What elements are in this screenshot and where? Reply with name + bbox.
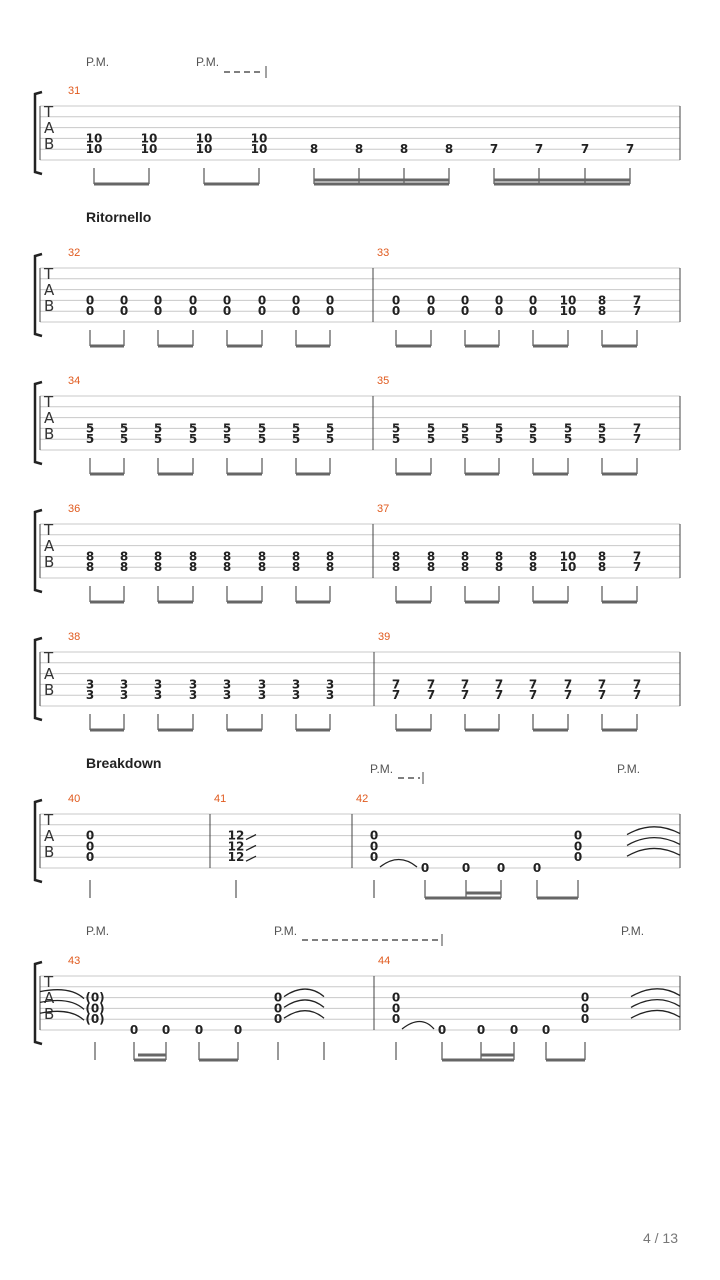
fret-number: 7 xyxy=(597,677,607,692)
fret-number: 8 xyxy=(597,560,607,575)
fret-number: 0 xyxy=(420,861,430,875)
fret-number: 0 xyxy=(85,839,95,854)
fret-number: 5 xyxy=(460,421,470,436)
bar-number: 34 xyxy=(68,375,81,387)
fret-number: 0 xyxy=(273,1001,283,1016)
fret-number: 3 xyxy=(188,677,198,692)
fret-number: 8 xyxy=(325,549,335,564)
fret-number: 8 xyxy=(494,549,504,564)
fret-number: 3 xyxy=(119,688,129,703)
fret-number: 0 xyxy=(391,304,401,319)
fret-number: (0) xyxy=(85,1012,105,1027)
fret-number: 0 xyxy=(528,304,538,319)
fret-number: 8 xyxy=(291,560,301,575)
fret-number: 7 xyxy=(632,293,642,308)
tab-clef-a: A xyxy=(44,827,55,845)
fret-number: 0 xyxy=(119,293,129,308)
fret-number: 10 xyxy=(559,549,577,564)
fret-number: 0 xyxy=(153,304,163,319)
fret-number: 7 xyxy=(460,677,470,692)
fret-number: 10 xyxy=(195,131,213,146)
fret-number: 0 xyxy=(541,1023,551,1037)
fret-number: 10 xyxy=(559,560,577,575)
fret-number: 0 xyxy=(580,990,590,1005)
tab-clef-b: B xyxy=(44,425,55,443)
fret-number: 5 xyxy=(426,421,436,436)
fret-number: 5 xyxy=(257,432,267,447)
fret-number: 5 xyxy=(563,432,573,447)
fret-number: 0 xyxy=(573,828,583,843)
tab-clef-b: B xyxy=(44,297,55,315)
fret-number: 8 xyxy=(597,293,607,308)
fret-number: 7 xyxy=(625,142,635,157)
fret-number: (0) xyxy=(85,990,105,1005)
fret-number: 12 xyxy=(227,839,245,854)
bar-number: 32 xyxy=(68,247,81,259)
fret-number: 0 xyxy=(257,304,267,319)
fret-number: 8 xyxy=(597,304,607,319)
fret-number: 8 xyxy=(257,549,267,564)
fret-number: 3 xyxy=(188,688,198,703)
fret-number: 0 xyxy=(437,1023,447,1037)
fret-number: 8 xyxy=(460,549,470,564)
fret-number: 5 xyxy=(528,421,538,436)
system-bracket xyxy=(35,254,42,336)
tie-arc xyxy=(284,1011,324,1019)
system-bracket xyxy=(35,382,42,464)
fret-number: 10 xyxy=(559,304,577,319)
fret-number: 8 xyxy=(153,549,163,564)
fret-number: 8 xyxy=(119,549,129,564)
fret-number: 5 xyxy=(188,421,198,436)
section-title: Breakdown xyxy=(86,755,162,771)
fret-number: 5 xyxy=(391,421,401,436)
palm-mute-label: P.M. xyxy=(196,55,220,69)
fret-number: 0 xyxy=(85,304,95,319)
fret-number: 0 xyxy=(85,293,95,308)
tab-clef-t: T xyxy=(44,973,54,991)
fret-number: 7 xyxy=(632,677,642,692)
bar-number: 41 xyxy=(214,793,227,805)
fret-number: 12 xyxy=(227,828,245,843)
fret-number: 8 xyxy=(325,560,335,575)
fret-number: 5 xyxy=(119,432,129,447)
fret-number: 5 xyxy=(222,432,232,447)
fret-number: 8 xyxy=(188,549,198,564)
fret-number: 8 xyxy=(257,560,267,575)
fret-number: 0 xyxy=(391,1001,401,1016)
fret-number: 0 xyxy=(129,1023,139,1037)
bar-number: 36 xyxy=(68,503,81,515)
tie-arc xyxy=(284,1000,324,1008)
fret-number: 7 xyxy=(391,677,401,692)
fret-number: 5 xyxy=(188,432,198,447)
system-bracket xyxy=(35,510,42,592)
section-title: Ritornello xyxy=(86,209,152,225)
fret-number: 0 xyxy=(325,304,335,319)
fret-number: 10 xyxy=(140,131,158,146)
fret-number: 5 xyxy=(85,432,95,447)
fret-number: 7 xyxy=(494,688,504,703)
tie-arc xyxy=(627,838,680,846)
fret-number: 0 xyxy=(188,304,198,319)
system-bracket xyxy=(35,962,42,1044)
fret-number: 8 xyxy=(597,549,607,564)
fret-number: 0 xyxy=(273,1012,283,1027)
tie-arc xyxy=(631,989,680,997)
fret-number: 8 xyxy=(494,560,504,575)
tab-clef-a: A xyxy=(44,281,55,299)
fret-number: 0 xyxy=(369,839,379,854)
fret-number: 7 xyxy=(426,677,436,692)
fret-number: 0 xyxy=(580,1001,590,1016)
tab-clef-a: A xyxy=(44,119,55,137)
fret-number: 8 xyxy=(119,560,129,575)
fret-number: 7 xyxy=(632,304,642,319)
fret-number: 7 xyxy=(632,549,642,564)
tab-clef-b: B xyxy=(44,681,55,699)
fret-number: 5 xyxy=(85,421,95,436)
fret-number: 10 xyxy=(250,131,268,146)
fret-number: 5 xyxy=(119,421,129,436)
tab-clef-t: T xyxy=(44,649,54,667)
bar-number: 43 xyxy=(68,955,81,967)
fret-number: 10 xyxy=(140,142,158,157)
fret-number: 12 xyxy=(227,850,245,865)
fret-number: 0 xyxy=(188,293,198,308)
fret-number: 0 xyxy=(528,293,538,308)
fret-number: 5 xyxy=(291,432,301,447)
palm-mute-label: P.M. xyxy=(370,762,394,776)
palm-mute-label: P.M. xyxy=(617,762,641,776)
tie-arc xyxy=(627,848,680,856)
fret-number: 0 xyxy=(325,293,335,308)
fret-number: 0 xyxy=(494,293,504,308)
bar-number: 42 xyxy=(356,793,369,805)
fret-number: 7 xyxy=(494,677,504,692)
fret-number: 0 xyxy=(509,1023,519,1037)
fret-number: 3 xyxy=(153,677,163,692)
fret-number: 7 xyxy=(563,677,573,692)
fret-number: 0 xyxy=(85,828,95,843)
page-number: 4 / 13 xyxy=(642,1230,678,1246)
fret-number: 10 xyxy=(85,142,103,157)
tie-arc xyxy=(402,1022,434,1030)
fret-number: 0 xyxy=(496,861,506,875)
fret-number: 5 xyxy=(494,421,504,436)
fret-number: 8 xyxy=(354,142,364,157)
fret-number: 0 xyxy=(291,304,301,319)
fret-number: 0 xyxy=(580,1012,590,1027)
fret-number: 0 xyxy=(476,1023,486,1037)
fret-number: 7 xyxy=(528,688,538,703)
fret-number: 0 xyxy=(161,1023,171,1037)
system-bracket xyxy=(35,92,42,174)
fret-number: 7 xyxy=(426,688,436,703)
fret-number: 5 xyxy=(426,432,436,447)
tab-clef-t: T xyxy=(44,393,54,411)
tab-clef-t: T xyxy=(44,265,54,283)
tie-arc xyxy=(631,1000,680,1008)
fret-number: 0 xyxy=(153,293,163,308)
fret-number: 7 xyxy=(563,688,573,703)
fret-number: 7 xyxy=(632,421,642,436)
fret-number: 7 xyxy=(391,688,401,703)
fret-number: 10 xyxy=(195,142,213,157)
tab-clef-t: T xyxy=(44,521,54,539)
fret-number: 10 xyxy=(559,293,577,308)
palm-mute-label: P.M. xyxy=(274,924,298,938)
fret-number: 0 xyxy=(369,850,379,865)
tab-clef-b: B xyxy=(44,553,55,571)
fret-number: 3 xyxy=(325,688,335,703)
fret-number: 0 xyxy=(222,293,232,308)
fret-number: 0 xyxy=(85,850,95,865)
fret-number: 7 xyxy=(632,688,642,703)
tab-clef-b: B xyxy=(44,843,55,861)
fret-number: 0 xyxy=(291,293,301,308)
fret-number: 3 xyxy=(85,677,95,692)
fret-number: 5 xyxy=(153,421,163,436)
fret-number: 7 xyxy=(580,142,590,157)
fret-number: 8 xyxy=(309,142,319,157)
bar-number: 38 xyxy=(68,631,81,643)
fret-number: 8 xyxy=(222,560,232,575)
bar-number: 40 xyxy=(68,793,81,805)
fret-number: 0 xyxy=(233,1023,243,1037)
palm-mute-label: P.M. xyxy=(621,924,645,938)
fret-number: (0) xyxy=(85,1001,105,1016)
fret-number: 0 xyxy=(426,304,436,319)
fret-number: 7 xyxy=(528,677,538,692)
tab-clef-a: A xyxy=(44,665,55,683)
fret-number: 3 xyxy=(257,677,267,692)
fret-number: 7 xyxy=(534,142,544,157)
fret-number: 3 xyxy=(222,688,232,703)
fret-number: 8 xyxy=(391,560,401,575)
system-bracket xyxy=(35,638,42,720)
fret-number: 0 xyxy=(119,304,129,319)
fret-number: 5 xyxy=(291,421,301,436)
fret-number: 0 xyxy=(426,293,436,308)
fret-number: 8 xyxy=(85,560,95,575)
tab-clef-a: A xyxy=(44,537,55,555)
fret-number: 8 xyxy=(222,549,232,564)
bar-number: 31 xyxy=(68,85,81,97)
system-bracket xyxy=(35,800,42,882)
tab-clef-t: T xyxy=(44,103,54,121)
fret-number: 0 xyxy=(222,304,232,319)
fret-number: 3 xyxy=(85,688,95,703)
fret-number: 8 xyxy=(528,549,538,564)
fret-number: 8 xyxy=(153,560,163,575)
fret-number: 0 xyxy=(391,293,401,308)
fret-number: 0 xyxy=(461,861,471,875)
fret-number: 3 xyxy=(325,677,335,692)
fret-number: 0 xyxy=(532,861,542,875)
fret-number: 5 xyxy=(325,432,335,447)
fret-number: 7 xyxy=(597,688,607,703)
fret-number: 0 xyxy=(369,828,379,843)
fret-number: 7 xyxy=(460,688,470,703)
fret-number: 0 xyxy=(273,990,283,1005)
fret-number: 5 xyxy=(563,421,573,436)
bar-number: 33 xyxy=(377,247,390,259)
tab-clef-a: A xyxy=(44,989,55,1007)
palm-mute-label: P.M. xyxy=(86,55,110,69)
tie-arc xyxy=(380,860,417,868)
fret-number: 5 xyxy=(153,432,163,447)
fret-number: 5 xyxy=(222,421,232,436)
palm-mute-label: P.M. xyxy=(86,924,110,938)
fret-number: 3 xyxy=(291,677,301,692)
fret-number: 5 xyxy=(391,432,401,447)
fret-number: 0 xyxy=(494,304,504,319)
fret-number: 0 xyxy=(194,1023,204,1037)
fret-number: 0 xyxy=(573,850,583,865)
fret-number: 5 xyxy=(325,421,335,436)
fret-number: 8 xyxy=(291,549,301,564)
bar-number: 39 xyxy=(378,631,391,643)
fret-number: 8 xyxy=(460,560,470,575)
tie-arc xyxy=(631,1010,680,1018)
fret-number: 0 xyxy=(391,1012,401,1027)
fret-number: 5 xyxy=(494,432,504,447)
fret-number: 3 xyxy=(153,688,163,703)
fret-number: 3 xyxy=(291,688,301,703)
fret-number: 10 xyxy=(85,131,103,146)
fret-number: 5 xyxy=(528,432,538,447)
tab-clef-b: B xyxy=(44,1005,55,1023)
bar-number: 44 xyxy=(378,955,391,967)
fret-number: 3 xyxy=(257,688,267,703)
tie-arc xyxy=(627,827,680,835)
fret-number: 5 xyxy=(460,432,470,447)
fret-number: 0 xyxy=(573,839,583,854)
tab-clef-a: A xyxy=(44,409,55,427)
fret-number: 8 xyxy=(528,560,538,575)
fret-number: 5 xyxy=(597,432,607,447)
bar-number: 37 xyxy=(377,503,390,515)
fret-number: 0 xyxy=(257,293,267,308)
fret-number: 8 xyxy=(399,142,409,157)
fret-number: 8 xyxy=(426,560,436,575)
fret-number: 7 xyxy=(489,142,499,157)
fret-number: 3 xyxy=(119,677,129,692)
tab-clef-b: B xyxy=(44,135,55,153)
fret-number: 0 xyxy=(460,293,470,308)
fret-number: 8 xyxy=(188,560,198,575)
fret-number: 5 xyxy=(597,421,607,436)
fret-number: 8 xyxy=(426,549,436,564)
fret-number: 8 xyxy=(85,549,95,564)
fret-number: 3 xyxy=(222,677,232,692)
fret-number: 0 xyxy=(391,990,401,1005)
fret-number: 7 xyxy=(632,560,642,575)
fret-number: 8 xyxy=(391,549,401,564)
fret-number: 5 xyxy=(257,421,267,436)
tie-arc xyxy=(284,989,324,997)
fret-number: 0 xyxy=(460,304,470,319)
fret-number: 10 xyxy=(250,142,268,157)
tab-clef-t: T xyxy=(44,811,54,829)
fret-number: 8 xyxy=(444,142,454,157)
fret-number: 7 xyxy=(632,432,642,447)
bar-number: 35 xyxy=(377,375,390,387)
